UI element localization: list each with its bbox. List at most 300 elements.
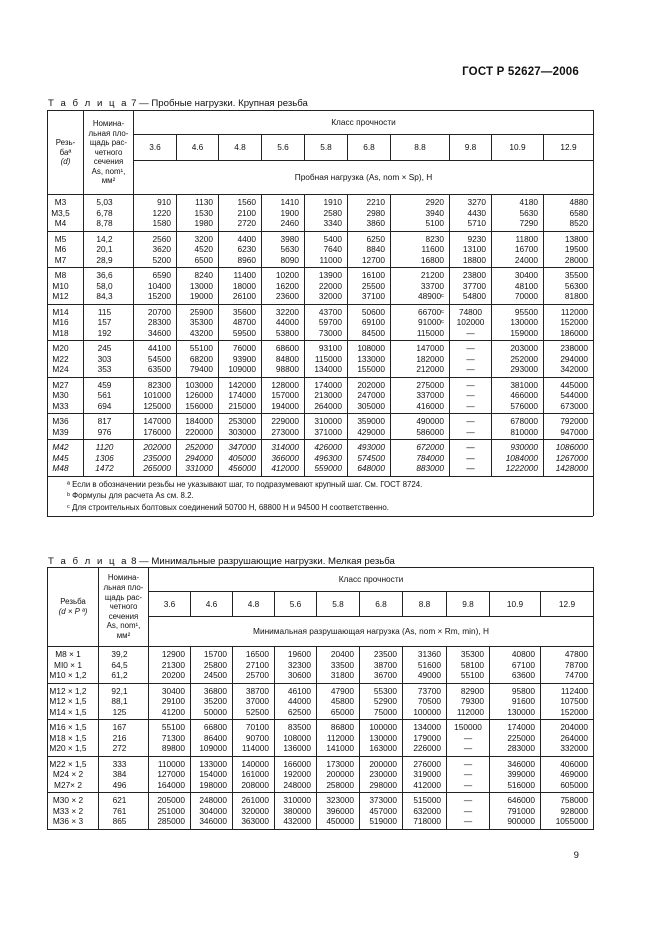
cell-value: 83500 — [287, 722, 311, 732]
cell-value: 53800 — [275, 327, 299, 338]
cell-value: 8,78 — [96, 218, 113, 228]
cell-value: 883000 — [416, 463, 444, 473]
cell-value: 6230 — [237, 244, 256, 254]
load-cell — [191, 793, 233, 830]
cell-value: 1530 — [194, 207, 213, 218]
footnote: ᶜ Для строительных болтовых соединений 50700 Н, 68800 Н и 94500 Н соответственно. — [67, 502, 389, 512]
cell-value: 63600 — [511, 670, 535, 680]
cell-value: — — [466, 452, 475, 463]
cell-value: 251000 — [157, 805, 185, 816]
cell-value: 1220 — [152, 207, 171, 218]
cell-value: 459 — [97, 379, 112, 390]
cell-value: 159000 — [510, 327, 538, 338]
footnote: ᵇ Формулы для расчета As см. 8.2. — [67, 491, 194, 500]
cell-value: 285000 — [157, 816, 185, 826]
cell-value: 202000 — [357, 379, 385, 390]
cell-value: 359000 — [357, 416, 385, 426]
cell-value: 115000 — [416, 327, 444, 338]
cell-value: 63500 — [147, 364, 171, 374]
cell-value: 88,1 — [111, 696, 128, 706]
class-cell: 5.6 — [275, 592, 317, 617]
class-cell: 9.8 — [450, 135, 492, 161]
load-cell — [348, 195, 391, 232]
cell-value: 930000 — [510, 442, 538, 452]
load-cell — [490, 756, 541, 793]
cell-value: 192000 — [283, 769, 311, 779]
cell-value: 192 — [97, 327, 112, 338]
cell-value: M36 — [52, 416, 69, 426]
load-cell — [275, 683, 317, 720]
cell-value: 52500 — [245, 706, 269, 717]
load-cell — [177, 341, 219, 378]
load-cell — [305, 377, 348, 414]
cell-value: 21200 — [420, 270, 444, 280]
load-cell — [177, 304, 219, 341]
document-header: ГОСТ Р 52627—2006 — [462, 66, 579, 78]
cell-value: 276000 — [413, 758, 441, 769]
cell-value: 134000 — [314, 364, 342, 374]
cell-value: 174000 — [507, 722, 535, 732]
cell-value: 65000 — [330, 706, 354, 717]
cell-value: 304000 — [199, 805, 227, 816]
table-row-group — [48, 440, 594, 477]
cell-value: 27100 — [245, 659, 269, 670]
cell-value: 35300 — [189, 317, 213, 327]
load-cell — [450, 268, 492, 305]
header-line: (d × P ª) — [58, 607, 88, 616]
cell-value: 586000 — [416, 426, 444, 437]
cell-value: 784000 — [416, 452, 444, 463]
cell-value: M24 × 2 — [52, 769, 84, 779]
cell-value: 24500 — [203, 670, 227, 680]
load-cell — [391, 268, 450, 305]
cell-value: 261000 — [241, 795, 269, 805]
cell-value: 346000 — [507, 758, 535, 769]
area-cell — [99, 683, 149, 720]
load-cell — [177, 377, 219, 414]
table-row-group — [48, 756, 594, 793]
cell-value: 52900 — [373, 696, 397, 706]
cell-value: 248000 — [199, 795, 227, 805]
cell-value: M48 — [52, 463, 69, 473]
cell-value: 226000 — [413, 743, 441, 753]
cell-value: 31800 — [330, 670, 354, 680]
cell-value: 70000 — [514, 291, 538, 301]
cell-value: 672000 — [416, 442, 444, 452]
cell-value: 12700 — [361, 254, 385, 265]
load-cell — [262, 377, 305, 414]
load-cell — [360, 756, 403, 793]
table7-caption-word: Т а б л и ц а — [48, 98, 129, 109]
cell-value: 91600 — [511, 696, 535, 706]
cell-value: 48100 — [514, 280, 538, 291]
cell-value: — — [463, 795, 473, 805]
cell-value: 294000 — [560, 353, 588, 364]
cell-value: 37000 — [245, 696, 269, 706]
cell-value: 16100 — [361, 270, 385, 280]
cell-value: 19500 — [564, 244, 588, 254]
cell-value: 110000 — [157, 758, 185, 769]
load-cell — [149, 647, 191, 684]
cell-value: M18 — [52, 327, 69, 338]
cell-value: 515000 — [413, 795, 441, 805]
cell-value: M20 — [52, 343, 69, 353]
cell-value: 92,1 — [111, 685, 128, 696]
page-number: 9 — [573, 850, 579, 861]
cell-value: M8 × 1 — [55, 649, 81, 659]
load-cell — [391, 195, 450, 232]
cell-value: 89800 — [161, 743, 185, 753]
cell-value: 247000 — [357, 390, 385, 400]
cell-value: 2920 — [425, 197, 444, 207]
cell-value: M12 × 1,5 — [49, 696, 87, 706]
load-cell — [544, 414, 594, 440]
cell-value: M45 — [52, 452, 69, 463]
load-cell — [403, 756, 447, 793]
cell-value: 90700 — [245, 732, 269, 743]
load-cell — [262, 195, 305, 232]
cell-value: 5400 — [323, 233, 342, 244]
cell-value: 200000 — [326, 769, 354, 779]
cell-value: 792000 — [560, 416, 588, 426]
cell-value: 225000 — [507, 732, 535, 743]
area-cell — [99, 756, 149, 793]
table7-bottom-rule — [47, 516, 593, 517]
table-row-group — [48, 683, 594, 720]
cell-value: 220000 — [185, 426, 213, 437]
load-cell — [262, 304, 305, 341]
load-cell — [134, 440, 177, 477]
cell-value: 20400 — [330, 649, 354, 659]
class-cell: 6.8 — [348, 135, 391, 161]
load-cell — [262, 268, 305, 305]
cell-value: 5710 — [467, 218, 486, 228]
col-thread-header — [48, 568, 99, 647]
cell-value: 212000 — [416, 364, 444, 374]
cell-value: 44000 — [287, 696, 311, 706]
cell-value: 70100 — [245, 722, 269, 732]
load-cell — [317, 720, 360, 757]
table-row-group — [48, 377, 594, 414]
load-cell — [490, 683, 541, 720]
cell-value: 86400 — [203, 732, 227, 743]
cell-value: M8 — [54, 270, 67, 280]
cell-value: 245 — [97, 343, 112, 353]
cell-value: 163000 — [369, 743, 397, 753]
cell-value: M22 × 1,5 — [49, 758, 87, 769]
load-cell — [305, 231, 348, 268]
class-cell: 3.6 — [134, 135, 177, 161]
cell-value: 412000 — [271, 463, 299, 473]
cell-value: 112400 — [560, 685, 588, 696]
cell-value: 55100 — [161, 722, 185, 732]
cell-value: M6 — [54, 244, 67, 254]
cell-value: M12 — [52, 291, 69, 301]
cell-value: 147000 — [416, 343, 444, 353]
load-cell — [544, 231, 594, 268]
cell-value: M24 — [52, 364, 69, 374]
cell-value: 79400 — [189, 364, 213, 374]
table7-caption-text: 7 — Пробные нагрузки. Крупная резьба — [131, 98, 308, 109]
header-line: четного — [94, 147, 123, 157]
cell-value: 47800 — [564, 649, 588, 659]
cell-value: — — [463, 769, 473, 779]
cell-value: M10 — [52, 280, 69, 291]
cell-value: 102000 — [456, 317, 485, 327]
cell-value: 59700 — [318, 317, 342, 327]
cell-value: 108000 — [283, 732, 311, 743]
cell-value: 2560 — [152, 233, 171, 244]
cell-value: 8840 — [366, 244, 385, 254]
cell-value: 125000 — [143, 400, 171, 411]
cell-value: 55300 — [373, 685, 397, 696]
area-cell — [99, 720, 149, 757]
load-cell — [541, 683, 594, 720]
load-cell — [262, 341, 305, 378]
cell-value: 43700 — [318, 306, 342, 317]
load-cell — [191, 647, 233, 684]
cell-value: 25500 — [361, 280, 385, 291]
cell-value: 396000 — [326, 805, 354, 816]
cell-value: M14 — [52, 306, 69, 317]
cell-value: 37100 — [361, 291, 385, 301]
load-cell — [490, 647, 541, 684]
cell-value: 176000 — [143, 426, 171, 437]
cell-value: 493000 — [357, 442, 385, 452]
cell-value: 314000 — [271, 442, 299, 452]
table-row-group — [48, 720, 594, 757]
cell-value: 4430 — [467, 207, 486, 218]
cell-value: 36800 — [203, 685, 227, 696]
cell-value: 174000 — [314, 379, 342, 390]
cell-value: 56300 — [564, 280, 588, 291]
header-line: сечения — [93, 157, 124, 167]
cell-value: 445000 — [560, 379, 588, 390]
cell-value: 68600 — [275, 343, 299, 353]
cell-value: 298000 — [369, 779, 397, 790]
thread-cell — [48, 683, 99, 720]
area-cell — [84, 341, 134, 378]
header-line: (d) — [60, 157, 71, 167]
cell-value: — — [463, 816, 473, 826]
cell-value: — — [463, 779, 473, 790]
cell-value: 130000 — [510, 317, 538, 327]
cell-value: 6250 — [366, 233, 385, 244]
header-line: льная пло- — [88, 128, 129, 138]
col-thread-header — [48, 111, 84, 195]
load-cell — [492, 377, 544, 414]
thread-cell — [48, 756, 99, 793]
cell-value: 1428000 — [555, 463, 588, 473]
load-cell — [134, 195, 177, 232]
cell-value: 12900 — [161, 649, 185, 659]
cell-value: 115000 — [314, 353, 342, 364]
table7-footnote-border — [593, 477, 594, 517]
cell-value: 167 — [112, 722, 127, 732]
header-line: сечения — [108, 611, 139, 621]
cell-value: 45800 — [330, 696, 354, 706]
cell-value: 11400 — [233, 270, 256, 280]
cell-value: 20700 — [147, 306, 171, 317]
cell-value: 3200 — [194, 233, 213, 244]
cell-value: 11600 — [421, 244, 444, 254]
cell-value: 576000 — [510, 400, 538, 411]
cell-value: 66800 — [203, 722, 227, 732]
load-cell — [305, 304, 348, 341]
cell-value: 1267000 — [555, 452, 588, 463]
load-cell — [450, 304, 492, 341]
cell-value: 43200 — [189, 327, 213, 338]
cell-value: M33 × 2 — [52, 805, 84, 816]
cell-value: 5630 — [280, 244, 299, 254]
cell-value: 235000 — [143, 452, 171, 463]
cell-value: 147000 — [143, 416, 171, 426]
load-cell — [447, 683, 490, 720]
cell-value: 910 — [157, 197, 171, 207]
cell-value: 303000 — [228, 426, 256, 437]
class-cell: 5.8 — [317, 592, 360, 617]
cell-value: 112000 — [326, 732, 354, 743]
cell-value: 24000 — [514, 254, 538, 265]
cell-value: 74800 — [458, 306, 483, 317]
cell-value: — — [466, 343, 475, 353]
cell-value: 198000 — [199, 779, 227, 790]
cell-value: 54500 — [147, 353, 171, 364]
load-cell — [191, 756, 233, 793]
class-title: Класс прочности — [134, 111, 594, 135]
cell-value: 3980 — [280, 233, 299, 244]
table7-body — [48, 195, 594, 477]
cell-value: 3270 — [467, 197, 486, 207]
cell-value: 44000 — [275, 317, 299, 327]
cell-value: 25800 — [203, 659, 227, 670]
cell-value: 100000 — [413, 706, 441, 717]
table-row-group — [48, 231, 594, 268]
load-cell — [177, 440, 219, 477]
load-cell — [492, 440, 544, 477]
cell-value: 108000 — [357, 343, 385, 353]
cell-value: 23600 — [275, 291, 299, 301]
cell-value: M30 — [52, 390, 69, 400]
cell-value: 265000 — [143, 463, 171, 473]
cell-value: MI0 × 1 — [54, 659, 82, 670]
load-cell — [149, 683, 191, 720]
cell-value: 62500 — [287, 706, 311, 717]
cell-value: 8960 — [237, 254, 256, 265]
cell-value: 136000 — [283, 743, 311, 753]
cell-value: M16 × 1,5 — [49, 722, 87, 732]
load-cell — [233, 793, 275, 830]
cell-value: 3340 — [323, 218, 342, 228]
cell-value: 761 — [112, 805, 127, 816]
cell-value: 157000 — [271, 390, 299, 400]
cell-value: 48900ᶜ — [417, 291, 444, 301]
load-cell — [305, 195, 348, 232]
load-cell — [391, 304, 450, 341]
cell-value: 264000 — [560, 732, 588, 743]
class-cell: 6.8 — [360, 592, 403, 617]
cell-value: 13900 — [318, 270, 342, 280]
cell-value: 3940 — [425, 207, 444, 218]
cell-value: 205000 — [157, 795, 185, 805]
load-cell — [233, 683, 275, 720]
load-cell — [403, 647, 447, 684]
cell-value: 2980 — [366, 207, 385, 218]
cell-value: 4400 — [237, 233, 256, 244]
cell-value: 6500 — [194, 254, 213, 265]
cell-value: 380000 — [283, 805, 311, 816]
cell-value: 25700 — [245, 670, 269, 680]
cell-value: 30400 — [161, 685, 185, 696]
table-row-group — [48, 268, 594, 305]
load-cell — [447, 756, 490, 793]
load-cell — [275, 793, 317, 830]
cell-value: 272 — [112, 743, 127, 753]
cell-value: — — [463, 743, 473, 753]
cell-value: 36,6 — [96, 270, 113, 280]
cell-value: 1472 — [95, 463, 114, 473]
load-cell — [447, 720, 490, 757]
load-cell — [219, 414, 262, 440]
load-cell — [262, 414, 305, 440]
load-cell — [348, 377, 391, 414]
cell-value: 31360 — [417, 649, 441, 659]
cell-value: 230000 — [369, 769, 397, 779]
cell-value: 5200 — [152, 254, 171, 265]
cell-value: 125 — [112, 706, 127, 717]
cell-value: 55100 — [189, 343, 213, 353]
load-title: Пробная нагрузка (As, nom × Sp), Н — [134, 161, 594, 195]
cell-value: — — [466, 353, 475, 364]
class-cell: 8.8 — [403, 592, 447, 617]
cell-value: 82300 — [147, 379, 171, 390]
load-cell — [541, 756, 594, 793]
cell-value: 16700 — [514, 244, 538, 254]
cell-value: 98800 — [275, 364, 299, 374]
cell-value: 28300 — [147, 317, 171, 327]
cell-value: 37700 — [462, 280, 486, 291]
cell-value: 373000 — [369, 795, 397, 805]
cell-value: 18000 — [232, 280, 256, 291]
cell-value: 174000 — [228, 390, 256, 400]
cell-value: — — [466, 463, 475, 473]
cell-value: 7290 — [519, 218, 538, 228]
load-cell — [262, 440, 305, 477]
thread-cell — [48, 341, 84, 378]
cell-value: 51600 — [417, 659, 441, 670]
load-cell — [149, 793, 191, 830]
cell-value: 23800 — [462, 270, 486, 280]
cell-value: 253000 — [228, 416, 256, 426]
table-row-group — [48, 793, 594, 830]
load-cell — [541, 793, 594, 830]
load-cell — [317, 647, 360, 684]
cell-value: 67100 — [511, 659, 535, 670]
cell-value: — — [466, 379, 475, 390]
cell-value: 5630 — [519, 207, 538, 218]
cell-value: 130000 — [369, 732, 397, 743]
cell-value: 303 — [97, 353, 112, 364]
cell-value: 457000 — [369, 805, 397, 816]
cell-value: 6590 — [152, 270, 171, 280]
cell-value: 208000 — [241, 779, 269, 790]
cell-value: 323000 — [326, 795, 354, 805]
cell-value: 35200 — [203, 696, 227, 706]
cell-value: 16800 — [420, 254, 444, 265]
cell-value: 412000 — [413, 779, 441, 790]
cell-value: 73700 — [417, 685, 441, 696]
table-row-group — [48, 647, 594, 684]
